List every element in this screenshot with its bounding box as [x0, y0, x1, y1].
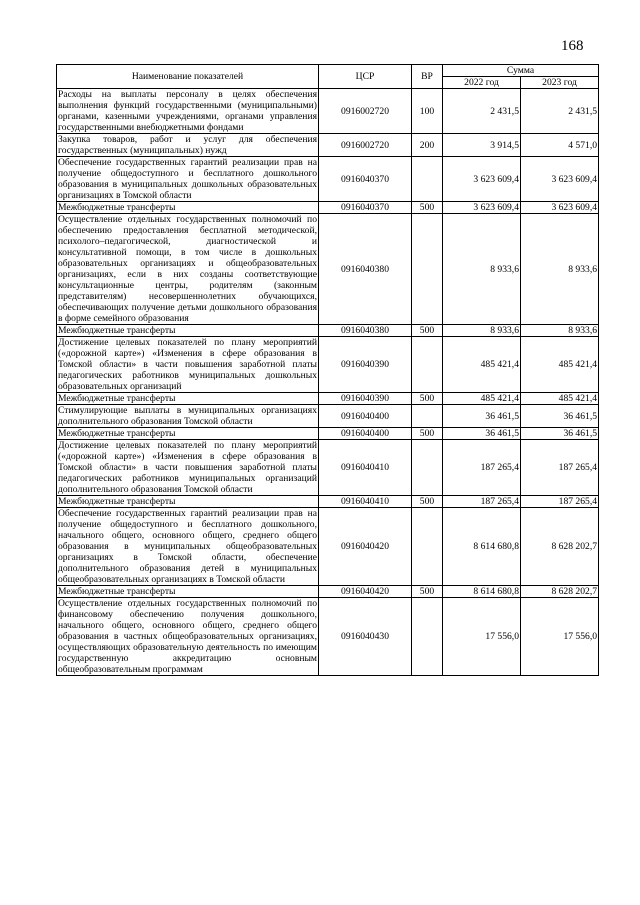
cell-name: Достижение целевых показателей по плану мероприятий («дорожной карте») «Изменения в сфере образования в Томской области» в части повышения заработной платы педагогических работников муниципальных дошкольных образовательных организаций: [58, 337, 317, 392]
budget-table: [56, 64, 599, 676]
cell-csr: 0916040380: [319, 325, 412, 337]
cell-csr: 0916040400: [319, 405, 412, 428]
cell-vr: [412, 337, 443, 393]
table-row: [57, 405, 599, 428]
cell-sum-2023: 187 265,4: [521, 440, 599, 496]
cell-vr: [412, 214, 443, 325]
cell-name: Межбюджетные трансферты: [57, 325, 319, 337]
cell-sum-2023: 2 431,5: [521, 89, 599, 134]
table-row: [57, 508, 599, 586]
cell-sum-2022: 3 623 609,4: [443, 157, 521, 202]
cell-vr: 500: [412, 202, 443, 214]
cell-sum-2023: 3 623 609,4: [521, 202, 599, 214]
cell-sum-2022: 36 461,5: [443, 405, 521, 428]
cell-sum-2023: 485 421,4: [521, 393, 599, 405]
cell-vr: 500: [412, 393, 443, 405]
cell-sum-2022: 3 914,5: [443, 134, 521, 157]
cell-sum-2022: 187 265,4: [443, 496, 521, 508]
cell-name: Межбюджетные трансферты: [57, 586, 319, 598]
table-row: [57, 440, 599, 496]
cell-name: Межбюджетные трансферты: [57, 428, 319, 440]
cell-name: Стимулирующие выплаты в муниципальных организациях дополнительного образования Томской области: [58, 405, 317, 427]
column-header-sum: Сумма: [443, 65, 599, 77]
cell-sum-2022: 8 933,6: [443, 214, 521, 325]
cell-sum-2022: 8 933,6: [443, 325, 521, 337]
table-row: [57, 393, 599, 405]
cell-csr: 0916002720: [319, 134, 412, 157]
page-number: 168: [561, 38, 584, 54]
cell-csr: 0916040410: [319, 440, 412, 496]
cell-name: Достижение целевых показателей по плану мероприятий («дорожной карте») «Изменения в сфере образования в Томской области» в части повышения заработной платы педагогических работников муниципальных организаций дополнительного образования Томской области: [58, 440, 317, 495]
cell-vr: [412, 440, 443, 496]
table-row: [57, 428, 599, 440]
cell-sum-2023: 8 628 202,7: [521, 586, 599, 598]
table-row: [57, 598, 599, 676]
cell-name: Осуществление отдельных государственных полномочий по обеспечению предоставления бесплатной методической, психолого–педагогической, диагностической и консультативной помощи, в том числе в дошкольных образовательных организациях и общеобразовательных организациях, если в них созданы соответствующие консультационные центры, родителям (законным представителям) несовершеннолетних обучающихся, обеспечивающих получение детьми дошкольного образования в форме семейного образования: [58, 214, 317, 324]
table-row: [57, 214, 599, 325]
cell-sum-2023: 8 628 202,7: [521, 508, 599, 586]
cell-csr: 0916040400: [319, 428, 412, 440]
cell-sum-2023: 485 421,4: [521, 337, 599, 393]
cell-sum-2022: 17 556,0: [443, 598, 521, 676]
cell-vr: 500: [412, 586, 443, 598]
cell-sum-2022: 8 614 680,8: [443, 586, 521, 598]
cell-csr: 0916040420: [319, 508, 412, 586]
cell-sum-2023: 8 933,6: [521, 325, 599, 337]
cell-csr: 0916040410: [319, 496, 412, 508]
cell-csr: 0916040390: [319, 393, 412, 405]
cell-sum-2023: 3 623 609,4: [521, 157, 599, 202]
column-header-vr: ВР: [412, 65, 443, 89]
cell-csr: 0916040430: [319, 598, 412, 676]
cell-csr: 0916040390: [319, 337, 412, 393]
cell-name: Межбюджетные трансферты: [57, 496, 319, 508]
cell-vr: 500: [412, 496, 443, 508]
cell-sum-2023: 17 556,0: [521, 598, 599, 676]
cell-vr: [412, 405, 443, 428]
table-row: [57, 586, 599, 598]
cell-vr: 200: [412, 134, 443, 157]
cell-sum-2022: 485 421,4: [443, 337, 521, 393]
table-row: [57, 337, 599, 393]
cell-sum-2023: 187 265,4: [521, 496, 599, 508]
cell-name: Обеспечение государственных гарантий реализации прав на получение общедоступного и бесплатного дошкольного, начального общего, основного общего, среднего общего образования в муниципальных общеобразовательных организациях в Томской области, обеспечение дополнительного образования детей в муниципальных общеобразовательных организациях в Томской области: [58, 508, 317, 585]
cell-sum-2023: 36 461,5: [521, 428, 599, 440]
cell-vr: [412, 157, 443, 202]
table-row: [57, 89, 599, 134]
cell-sum-2022: 187 265,4: [443, 440, 521, 496]
cell-name: Расходы на выплаты персоналу в целях обеспечения выполнения функций государственными (муниципальными) органами, казенными учреждениями, органами управления государственными внебюджетными фондами: [58, 89, 317, 133]
cell-csr: 0916040380: [319, 214, 412, 325]
cell-vr: [412, 508, 443, 586]
cell-csr: 0916040370: [319, 157, 412, 202]
column-header-name: Наименование показателей: [57, 65, 319, 89]
cell-sum-2023: 8 933,6: [521, 214, 599, 325]
table-row: [57, 202, 599, 214]
cell-sum-2022: 8 614 680,8: [443, 508, 521, 586]
cell-vr: [412, 598, 443, 676]
column-header-year-2022: 2022 год: [443, 77, 521, 89]
cell-sum-2022: 2 431,5: [443, 89, 521, 134]
cell-csr: 0916002720: [319, 89, 412, 134]
column-header-csr: ЦСР: [319, 65, 412, 89]
cell-sum-2022: 3 623 609,4: [443, 202, 521, 214]
table-row: [57, 134, 599, 157]
cell-sum-2023: 36 461,5: [521, 405, 599, 428]
column-header-year-2023: 2023 год: [521, 77, 599, 89]
cell-sum-2023: 4 571,0: [521, 134, 599, 157]
cell-name: Межбюджетные трансферты: [57, 202, 319, 214]
cell-vr: 500: [412, 428, 443, 440]
cell-vr: 500: [412, 325, 443, 337]
cell-vr: 100: [412, 89, 443, 134]
cell-csr: 0916040420: [319, 586, 412, 598]
table-row: [57, 325, 599, 337]
cell-sum-2022: 36 461,5: [443, 428, 521, 440]
table-body: [57, 89, 599, 676]
cell-sum-2022: 485 421,4: [443, 393, 521, 405]
cell-name: Закупка товаров, работ и услуг для обеспечения государственных (муниципальных) нужд: [58, 134, 317, 156]
table-header: [57, 65, 599, 89]
table-row: [57, 496, 599, 508]
cell-name: Межбюджетные трансферты: [57, 393, 319, 405]
cell-name: Осуществление отдельных государственных полномочий по финансовому обеспечению получения дошкольного, начального общего, основного общего, среднего общего образования в частных общеобразовательных организациях, осуществляющих образовательную деятельность по имеющим государственную аккредитацию основным общеобразовательным программам: [58, 598, 317, 675]
table-row: [57, 157, 599, 202]
cell-name: Обеспечение государственных гарантий реализации прав на получение общедоступного и бесплатного дошкольного образования в муниципальных дошкольных образовательных организациях в Томской области: [58, 157, 317, 201]
cell-csr: 0916040370: [319, 202, 412, 214]
